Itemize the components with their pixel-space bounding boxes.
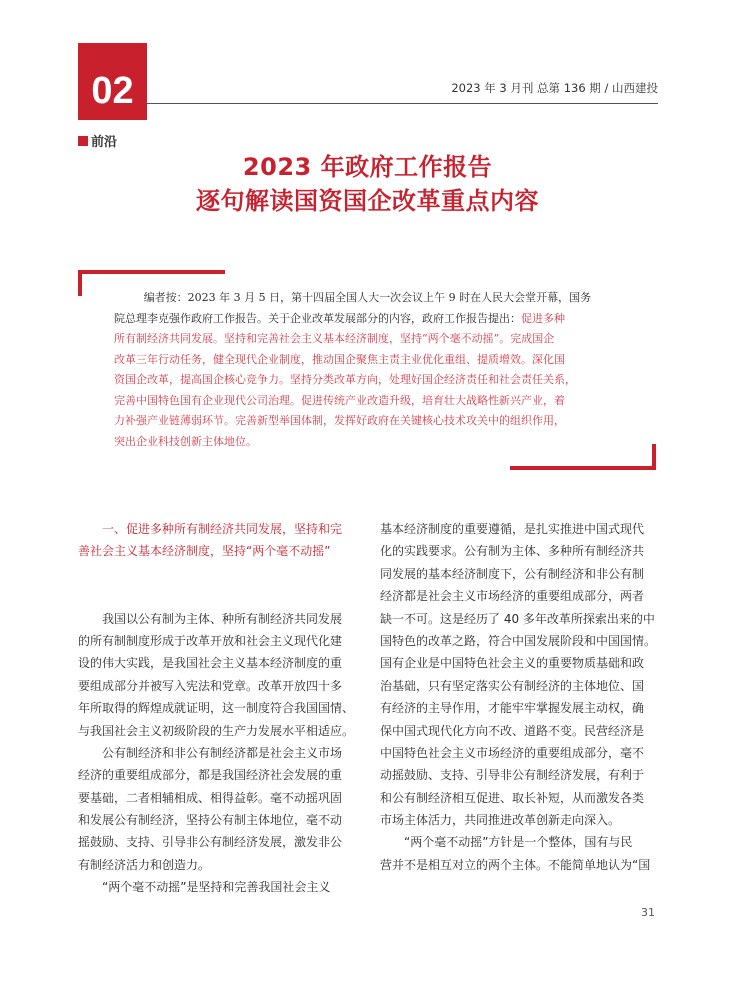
editor-note-highlight-text: 突出企业科技创新主体地位。 (114, 434, 257, 448)
body-text-line: 中国特色社会主义市场经济的重要组成部分，毫不 (380, 745, 645, 760)
body-text-line: 国有企业是中国特色社会主义的重要物质基础和政 (380, 656, 645, 671)
bracket-corner-bottom-right (510, 466, 656, 470)
body-text-line: 国特色的改革之路，符合中国发展阶段和中国国情。 (380, 633, 657, 648)
editor-note-line (114, 329, 624, 350)
section-number-badge (78, 43, 147, 120)
body-text-line: 和公有制经济相互促进、取长补短，从而激发各类 (380, 790, 645, 805)
editor-note-line (114, 288, 624, 309)
body-text-line: “两个毫不动摇”方针是一个整体，国有与民 (404, 835, 633, 850)
category-square-icon (78, 136, 88, 146)
editor-note-text (114, 288, 624, 452)
page-title-line-2: 逐句解读国资国企改革重点内容 (196, 187, 539, 215)
body-text-line: 保中国式现代化方向不改、道路不变。民营经济是 (380, 723, 645, 738)
body-text-line: 和发展公有制经济，坚持公有制主体地位，毫不动 (78, 813, 343, 828)
header-rule (147, 103, 658, 104)
body-text-line: 有制经济活力和创造力。 (78, 857, 211, 872)
body-text-line: 要基础，二者相辅相成、相得益彰。毫不动摇巩固 (78, 790, 343, 805)
category-label (78, 131, 117, 150)
editor-note-line (114, 391, 624, 412)
body-text-line: 市场主体活力，共同推进改革创新走向深入。 (380, 813, 621, 828)
editor-note-plain-text: 编者按：2023 年 3 月 5 日，第十四届全国人大一次会议上午 9 时在人民大会堂开幕，国务 (143, 291, 592, 304)
body-text-line: 年所取得的辉煌成就证明，这一制度符合我国国情、 (78, 701, 355, 716)
body-column-right (380, 518, 658, 876)
page-number: 31 (641, 906, 655, 919)
body-text-line: 我国以公有制为主体、种所有制经济共同发展 (102, 611, 343, 626)
body-text-line: 的所有制制度形成于改革开放和社会主义现代化建 (78, 633, 343, 648)
body-text-line: “两个毫不动摇”是坚持和完善我国社会主义 (102, 880, 331, 895)
editor-note-line (114, 411, 624, 432)
issue-info: 2023 年 3 月刊 总第 136 期 / 山西建投 (451, 81, 658, 95)
editor-note-highlight-text: 促进多种 (521, 311, 565, 325)
body-text-line: 有经济的主导作用，才能牢牢掌握发展主动权，确 (380, 701, 645, 716)
body-column-left (78, 518, 355, 899)
body-text-line: 治基础，只有坚定落实公有制经济的主体地位、国 (380, 678, 645, 693)
bracket-corner-top-left-vertical (78, 270, 82, 296)
body-text-line: 经济的重要组成部分，都是我国经济社会发展的重 (78, 768, 343, 783)
editor-note-highlight-text: 完善中国特色国有企业现代公司治理。促进传统产业改造升级，培育壮大战略性新兴产业，着 (114, 393, 565, 407)
editor-note-highlight-text: 资国企改革，提高国企核心竞争力。坚持分类改革方向，处理好国企经济责任和社会责任关系， (114, 373, 576, 386)
body-text-line: 动摇鼓励、支持、引导非公有制经济发展，有利于 (380, 768, 645, 783)
body-text-line: 同发展的基本经济制度下，公有制经济和非公有制 (380, 566, 645, 581)
editor-note-highlight-text: 所有制经济共同发展。坚持和完善社会主义基本经济制度，坚持“两个毫不动摇”。完成国企 (114, 332, 555, 345)
editor-note-plain-text: 院总理李克强作政府工作报告。关于企业改革发展部分的内容，政府工作报告提出： (114, 311, 521, 325)
editor-note-line (114, 309, 624, 330)
section-number: 02 (91, 70, 134, 112)
body-text-line: 摇鼓励、支持、引导非公有制经济发展，激发非公 (78, 835, 343, 850)
bracket-corner-top-left (78, 270, 225, 274)
editor-note-highlight-text: 改革三年行动任务，健全现代企业制度，推动国企聚焦主责主业优化重组、提质增效。深化国 (114, 352, 565, 366)
body-text-line: 营并不是相互对立的两个主体。不能简单地认为“国 (380, 857, 651, 872)
body-text-line: 经济都是社会主义市场经济的重要组成部分，两者 (380, 589, 645, 604)
blank-line (78, 585, 355, 607)
editor-note-highlight-text: 力补强产业链薄弱环节。完善新型举国体制，发挥好政府在关键核心技术攻关中的组织作用， (114, 414, 565, 427)
body-text-line: 公有制经济和非公有制经济都是社会主义市场 (102, 745, 343, 760)
body-text-line: 化的实践要求。公有制为主体、多种所有制经济共 (380, 544, 645, 559)
section-heading-line: 善社会主义基本经济制度，坚持“两个毫不动摇” (78, 544, 331, 559)
body-text-line: 基本经济制度的重要遵循，是扎实推进中国式现代 (380, 522, 645, 536)
page-title-line-1: 2023 年政府工作报告 (242, 153, 493, 181)
blank-line (78, 563, 355, 585)
editor-note-line (114, 350, 624, 371)
body-text-line: 缺一不可。这是经历了 40 多年改革所探索出来的中 (380, 611, 655, 626)
editor-note-box (78, 270, 656, 470)
category-text: 前沿 (91, 135, 118, 150)
section-heading-line: 一、促进多种所有制经济共同发展，坚持和完 (102, 522, 343, 536)
editor-note-line (114, 370, 624, 391)
bracket-corner-bottom-right-vertical (652, 444, 656, 470)
body-text-line: 要组成部分并被写入宪法和党章。改革开放四十多 (78, 678, 343, 693)
editor-note-line (114, 432, 624, 453)
body-text-line: 与我国社会主义初级阶段的生产力发展水平相适应。 (78, 723, 355, 738)
body-text-line: 设的伟大实践，是我国社会主义基本经济制度的重 (78, 656, 343, 671)
